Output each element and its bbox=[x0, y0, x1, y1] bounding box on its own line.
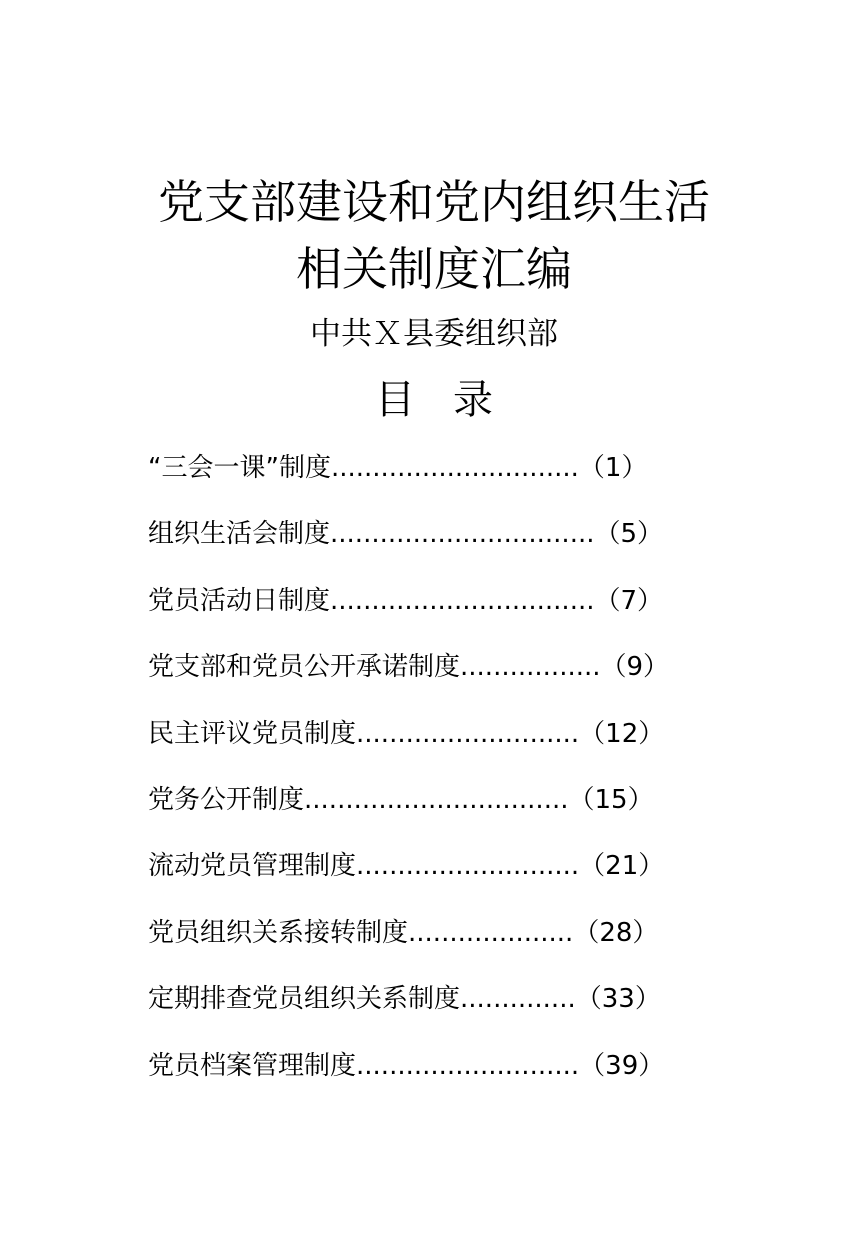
toc-entry[interactable] bbox=[148, 911, 728, 977]
document-subtitle: 中共Ｘ县委组织部 bbox=[310, 316, 558, 352]
toc-entry-title: “三会一课”制度 bbox=[148, 453, 331, 483]
toc-entry-page: （39） bbox=[579, 1050, 665, 1081]
toc-entry-page: （28） bbox=[573, 917, 659, 948]
toc-entry-page: （9） bbox=[600, 652, 670, 683]
toc-entry-title: 流动党员管理制度 bbox=[148, 851, 357, 882]
toc-entry[interactable] bbox=[148, 512, 728, 578]
toc-entry-leader: ................................ bbox=[304, 784, 569, 815]
toc-entry-page: （15） bbox=[568, 784, 654, 815]
toc-entry-leader: ........................... bbox=[356, 1050, 580, 1081]
toc-entry-leader: ........................... bbox=[356, 718, 580, 749]
document-title-line-1: 党支部建设和党内组织生活 bbox=[158, 175, 710, 229]
toc-entry[interactable] bbox=[148, 645, 728, 711]
toc-entry-title: 组织生活会制度 bbox=[148, 519, 331, 550]
toc-entry[interactable] bbox=[148, 712, 728, 778]
toc-entry-page: （21） bbox=[579, 851, 665, 882]
toc-heading: 目录 bbox=[375, 377, 531, 423]
table-of-contents bbox=[148, 446, 728, 1110]
toc-entry[interactable] bbox=[148, 778, 728, 844]
toc-entry-title: 定期排查党员组织关系制度 bbox=[148, 984, 461, 1015]
toc-entry-leader: .............. bbox=[460, 984, 576, 1015]
toc-entry-leader: .............................. bbox=[330, 453, 579, 483]
toc-entry-title: 党务公开制度 bbox=[148, 784, 305, 815]
toc-entry-page: （33） bbox=[575, 984, 661, 1015]
toc-entry-leader: ................................ bbox=[330, 585, 595, 616]
toc-entry-page: （1） bbox=[578, 453, 648, 483]
toc-entry-page: （5） bbox=[594, 519, 664, 550]
toc-entry-page: （12） bbox=[579, 718, 665, 749]
toc-entry[interactable] bbox=[148, 1044, 728, 1110]
toc-entry-title: 党员档案管理制度 bbox=[148, 1050, 357, 1081]
toc-entry-page: （7） bbox=[594, 585, 664, 616]
toc-entry-title: 党员组织关系接转制度 bbox=[148, 917, 409, 948]
toc-entry[interactable] bbox=[148, 446, 728, 512]
toc-entry[interactable] bbox=[148, 579, 728, 645]
toc-entry[interactable] bbox=[148, 977, 728, 1043]
toc-entry-title: 党支部和党员公开承诺制度 bbox=[148, 652, 461, 683]
document-title-line-2: 相关制度汇编 bbox=[296, 242, 572, 296]
toc-entry-leader: ........................... bbox=[356, 851, 580, 882]
toc-entry-leader: ................. bbox=[460, 652, 601, 683]
toc-entry-title: 民主评议党员制度 bbox=[148, 718, 357, 749]
toc-entry-leader: ................................ bbox=[330, 519, 595, 550]
toc-entry-title: 党员活动日制度 bbox=[148, 585, 331, 616]
toc-entry[interactable] bbox=[148, 844, 728, 910]
toc-entry-leader: .................... bbox=[408, 917, 574, 948]
